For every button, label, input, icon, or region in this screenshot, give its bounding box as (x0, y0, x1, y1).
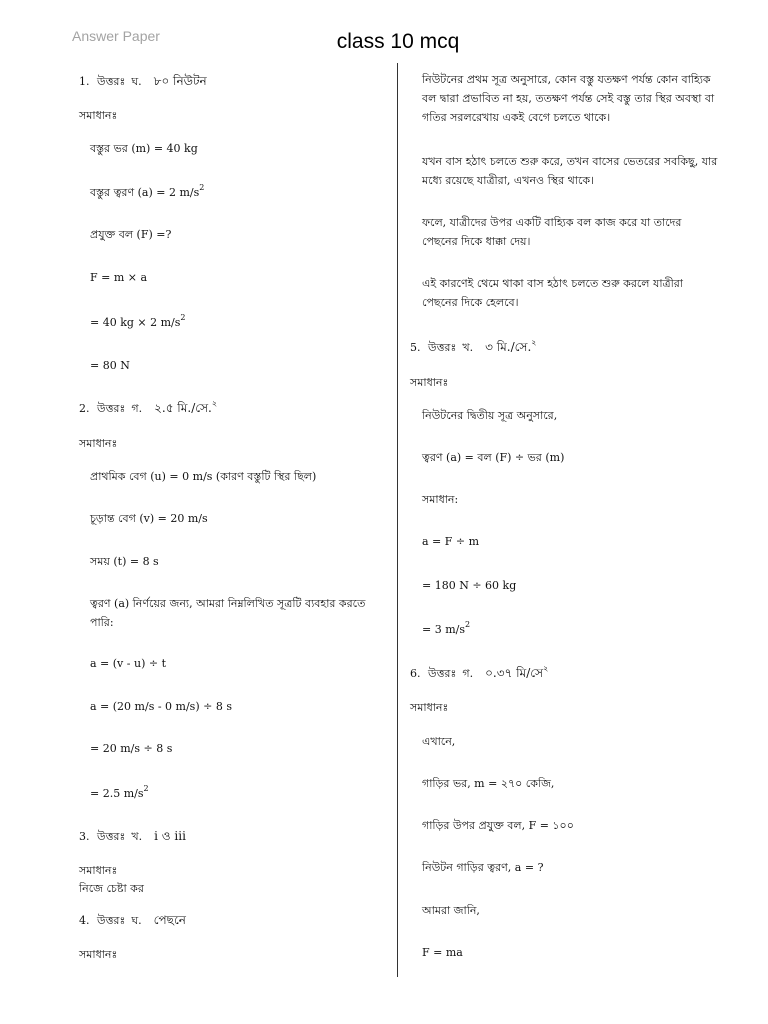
q1-line-3: প্রযুক্ত বল (F) =? (90, 228, 172, 241)
answer-paper-label: Answer Paper (72, 28, 160, 44)
question-6-solution-label: সমাধানঃ (410, 701, 449, 714)
q2-line-7: = 20 m/s ÷ 8 s (90, 742, 173, 755)
q5-line-6: = 3 $m/s^2$ (422, 620, 471, 636)
question-6-answer: 6. উত্তরঃ গ. ০.৩৭ মি/সে$^২$ (410, 664, 549, 680)
question-1-answer: 1. উত্তরঃ ঘ. ৮০ নিউটন (79, 74, 207, 88)
q1-line-4: F = m × a (90, 271, 148, 284)
question-4-answer: 4. উত্তরঃ ঘ. পেছনে (79, 913, 186, 927)
q2-line-1: প্রাথমিক বেগ (u) = 0 m/s (কারণ বস্তুটি স্থির ছিল) (90, 470, 317, 483)
column-divider (397, 63, 398, 977)
q5-line-5: = 180 N ÷ 60 kg (422, 579, 517, 592)
q1-line-5: = 40 kg × 2 $m/s^2$ (90, 313, 186, 329)
q6-line-2: গাড়ির ভর, m = ২৭০ কেজি, (422, 777, 555, 790)
q4-line-1: নিউটনের প্রথম সূত্র অনুসারে, কোন বস্তু যতক্ষণ পর্যন্ত কোন বাহ্যিক বল দ্বারা প্রভাবিত না হয়, ততক্ষণ পর্যন্ত সেই বস্তু তার স্থির অবস্থা বা গতির সরলরেখায় একই বেগে চলতে থাকে। (422, 73, 715, 124)
q2-line-5: a = (v - u) ÷ t (90, 657, 166, 670)
q1-line-6: = 80 N (90, 359, 130, 372)
q4-line-4: এই কারণেই থেমে থাকা বাস হঠাৎ চলতে শুরু করলে যাত্রীরা পেছনের দিকে হেলবে। (422, 277, 683, 309)
q5-line-1: নিউটনের দ্বিতীয় সূত্র অনুসারে, (422, 409, 558, 422)
q2-line-6: a = (20 m/s - 0 m/s) ÷ 8 s (90, 700, 232, 713)
q6-line-6: F = ma (422, 946, 463, 959)
q3-line-1: নিজে চেষ্টা কর (79, 882, 144, 895)
question-4-solution-label: সমাধানঃ (79, 948, 118, 961)
page-title: class 10 mcq (336, 30, 460, 53)
question-3-solution-label: সমাধানঃ (79, 864, 118, 877)
q2-line-8: = 2.5 $m/s^2$ (90, 784, 149, 800)
q4-line-3: ফলে, যাত্রীদের উপর একটি বাহ্যিক বল কাজ করে যা তাদের পেছনের দিকে ধাক্কা দেয়। (422, 216, 682, 248)
q1-line-2: বস্তুর ত্বরণ (a) = 2 $m/s^2$ (90, 183, 205, 199)
question-1-solution-label: সমাধানঃ (79, 109, 118, 122)
q4-line-2: যখন বাস হঠাৎ চলতে শুরু করে, তখন বাসের ভেতরের সবকিছু, যার মধ্যে রয়েছে যাত্রীরা, এখনও স্থির থাকে। (422, 155, 718, 187)
q2-line-2: চূড়ান্ত বেগ (v) = 20 m/s (90, 512, 208, 525)
question-5-answer: 5. উত্তরঃ খ. ৩ মি./সে.$^২$ (410, 338, 537, 354)
question-2-solution-label: সমাধানঃ (79, 437, 118, 450)
q5-line-2: ত্বরণ (a) = বল (F) ÷ ভর (m) (422, 451, 565, 464)
q6-line-5: আমরা জানি, (422, 904, 480, 917)
question-3-answer: 3. উত্তরঃ খ. i ও iii (79, 829, 186, 843)
q6-line-3: গাড়ির উপর প্রযুক্ত বল, F = ১০০ (422, 819, 574, 832)
question-5-solution-label: সমাধানঃ (410, 376, 449, 389)
q5-line-3: সমাধান: (422, 493, 459, 506)
q6-line-4: নিউটন গাড়ির ত্বরণ, a = ? (422, 861, 544, 874)
q2-line-4: ত্বরণ (a) নির্ণয়ের জন্য, আমরা নিম্নলিখিত সূত্রটি ব্যবহার করতে পারি: (90, 597, 366, 629)
q1-line-1: বস্তুর ভর (m) = 40 kg (90, 142, 198, 155)
q5-line-4: a = F ÷ m (422, 535, 480, 548)
q6-line-1: এখানে, (422, 735, 456, 748)
question-2-answer: 2. উত্তরঃ গ. ২.৫ মি./সে.$^২$ (79, 399, 218, 415)
q2-line-3: সময় (t) = 8 s (90, 555, 159, 568)
